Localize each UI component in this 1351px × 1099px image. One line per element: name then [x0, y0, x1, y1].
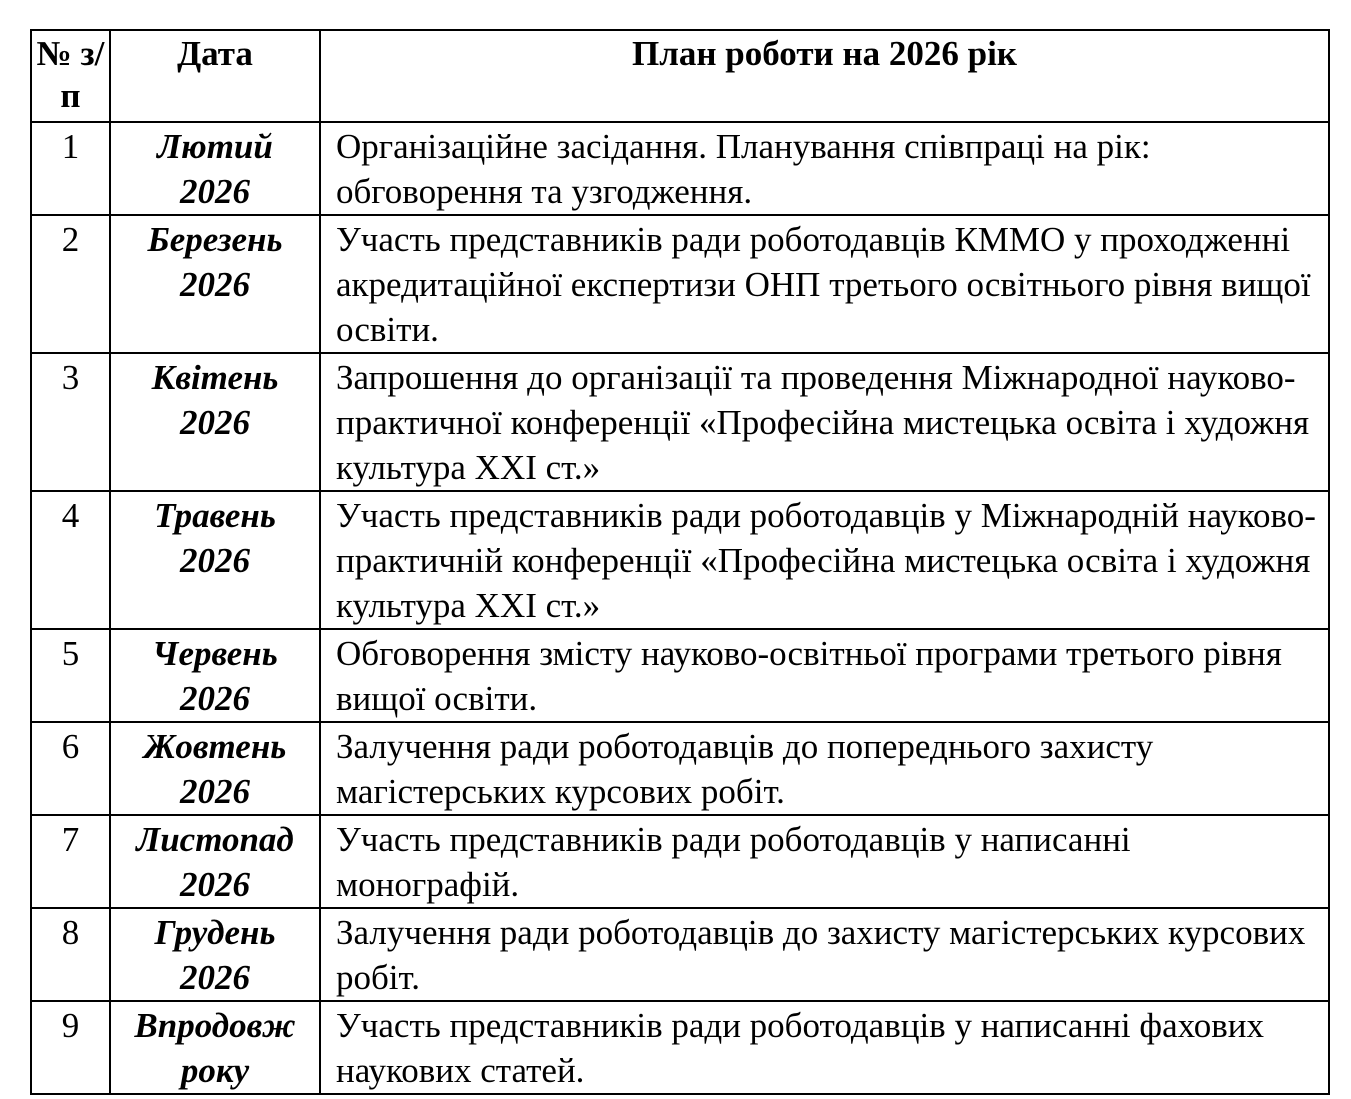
table-row: [31, 353, 1329, 491]
row-plan-text: Участь представників ради роботодавців КММО у проходженні акредитаційної експертизи ОНП третього освітнього рівня вищої освіти.: [320, 215, 1329, 353]
table-row: [31, 722, 1329, 815]
work-plan-table: [30, 29, 1330, 1095]
row-number: 6: [31, 722, 110, 815]
row-month: Листопад: [136, 820, 294, 859]
row-year: року: [180, 1051, 250, 1090]
row-month: Жовтень: [143, 727, 287, 766]
row-number: 1: [31, 122, 110, 215]
row-number: 9: [31, 1001, 110, 1094]
header-date: Дата: [110, 30, 320, 122]
header-number: № з/п: [31, 30, 110, 122]
row-plan-text: Залучення ради роботодавців до попереднього захисту магістерських курсових робіт.: [320, 722, 1329, 815]
header-plan: План роботи на 2026 рік: [320, 30, 1329, 122]
table-row: [31, 122, 1329, 215]
row-plan-text: Обговорення змісту науково-освітньої програми третього рівня вищої освіти.: [320, 629, 1329, 722]
row-plan-text: Організаційне засідання. Планування співпраці на рік: обговорення та узгодження.: [320, 122, 1329, 215]
table-row: [31, 491, 1329, 629]
row-plan-text: Участь представників ради роботодавців у написанні фахових наукових статей.: [320, 1001, 1329, 1094]
row-year: 2026: [180, 865, 250, 904]
row-month: Червень: [152, 634, 278, 673]
table-row: [31, 815, 1329, 908]
row-year: 2026: [180, 403, 250, 442]
table-row: [31, 629, 1329, 722]
row-date: [110, 491, 320, 629]
row-number: 3: [31, 353, 110, 491]
row-plan-text: Запрошення до організації та проведення Міжнародної науково-практичної конференції «Професійна мистецька освіта і художня культура ХХІ ст.»: [320, 353, 1329, 491]
row-number: 5: [31, 629, 110, 722]
row-plan-text: Участь представників ради роботодавців у написанні монографій.: [320, 815, 1329, 908]
table-row: [31, 215, 1329, 353]
row-date: [110, 815, 320, 908]
row-date: [110, 122, 320, 215]
row-month: Впродовж: [134, 1006, 296, 1045]
row-year: 2026: [180, 772, 250, 811]
table-row: [31, 1001, 1329, 1094]
row-month: Травень: [154, 496, 276, 535]
row-month: Березень: [147, 220, 283, 259]
row-year: 2026: [180, 172, 250, 211]
row-date: [110, 722, 320, 815]
table-header-row: [31, 30, 1329, 122]
row-month: Грудень: [154, 913, 276, 952]
row-number: 2: [31, 215, 110, 353]
row-year: 2026: [180, 541, 250, 580]
row-date: [110, 353, 320, 491]
row-number: 7: [31, 815, 110, 908]
table-row: [31, 908, 1329, 1001]
row-year: 2026: [180, 679, 250, 718]
row-date: [110, 908, 320, 1001]
row-month: Квітень: [151, 358, 279, 397]
row-month: Лютий: [157, 127, 273, 166]
row-year: 2026: [180, 265, 250, 304]
row-plan-text: Участь представників ради роботодавців у Міжнародній науково-практичній конференції «Професійна мистецька освіта і художня культура ХХІ ст.»: [320, 491, 1329, 629]
row-date: [110, 629, 320, 722]
row-plan-text: Залучення ради роботодавців до захисту магістерських курсових робіт.: [320, 908, 1329, 1001]
row-date: [110, 1001, 320, 1094]
row-date: [110, 215, 320, 353]
row-number: 8: [31, 908, 110, 1001]
row-year: 2026: [180, 958, 250, 997]
row-number: 4: [31, 491, 110, 629]
